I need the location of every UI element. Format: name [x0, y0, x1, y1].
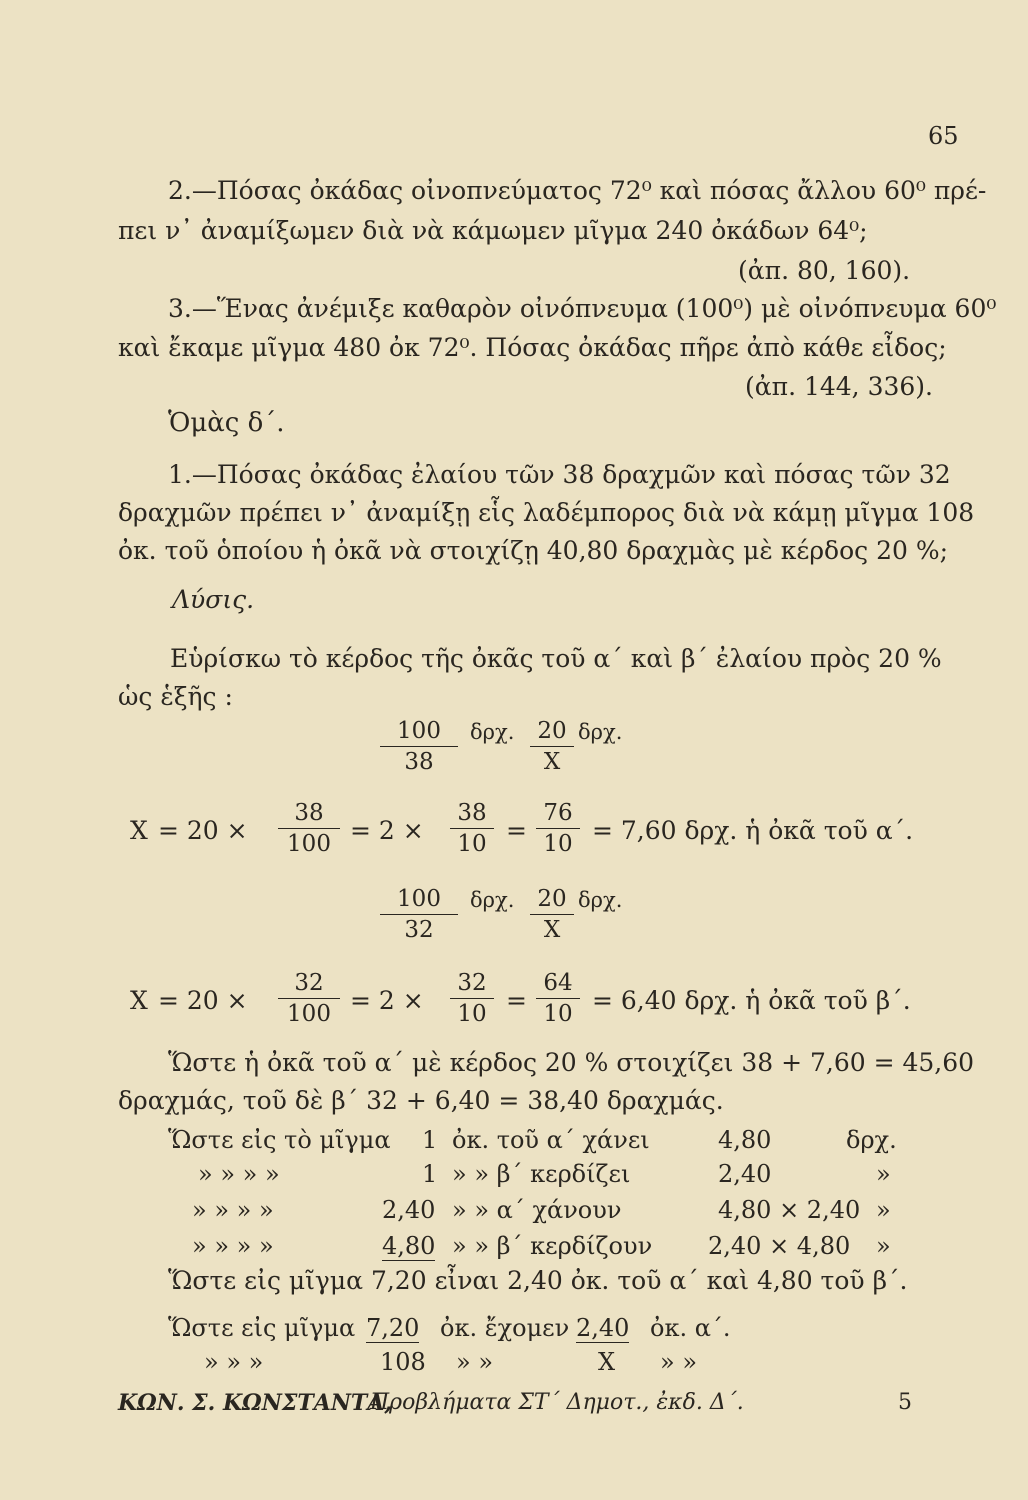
table-row — [452, 1232, 652, 1260]
ratio-a-den1: 38 — [404, 749, 434, 775]
table-row — [846, 1126, 897, 1154]
problem1-line2: δραχμῶν πρέπει ν᾽ ἀναμίξῃ εἷς λαδέμπορος διὰ νὰ κάμῃ μῖγμα 108 — [118, 498, 975, 527]
table-row — [718, 1126, 771, 1154]
eq-b-eq1: = 20 × — [158, 986, 248, 1015]
ratio-b-unit1: δρχ. — [470, 888, 515, 912]
table-cell-a: Ὥστε εἰς τὸ μῖγμα — [168, 1126, 391, 1154]
eq-a-frac3-den: 10 — [543, 831, 573, 857]
table-cell-c: » » α΄ χάνουν — [452, 1196, 622, 1224]
page-number: 65 — [928, 122, 959, 150]
table-row — [452, 1160, 630, 1188]
footer-signature: 5 — [898, 1390, 912, 1415]
intro-line2: ὡς ἑξῆς : — [118, 682, 233, 711]
final-row1-a: Ὥστε εἰς μῖγμα — [168, 1314, 356, 1342]
ratio-b-num1: 100 — [380, 886, 458, 915]
conclusion-line2: δραχμάς, τοῦ δὲ β΄ 32 + 6,40 = 38,40 δραχμάς. — [118, 1086, 724, 1115]
ratio-b-num2: 20 — [530, 886, 574, 915]
conclusion-line1: Ὥστε ἡ ὀκᾶ τοῦ α΄ μὲ κέρδος 20 % στοιχίζει 38 + 7,60 = 45,60 — [168, 1048, 975, 1077]
problem3-line1: 3.—Ἕνας ἀνέμιξε καθαρὸν οἰνόπνευμα (100⁰) μὲ οἰνόπνευμα 60⁰ — [168, 294, 997, 323]
table-row — [382, 1232, 435, 1260]
eq-a-eq2: = 2 × — [350, 816, 424, 845]
table-cell-e: δρχ. — [846, 1126, 897, 1154]
problem2-line2: πει ν᾽ ἀναμίξωμεν διὰ νὰ κάμωμεν μῖγμα 240 ὀκάδων 64⁰; — [118, 216, 868, 245]
table-cell-b: 4,80 — [382, 1232, 436, 1260]
footer-title: Προβλήματα ΣΤ΄ Δημοτ., ἐκδ. Δ΄. — [370, 1390, 744, 1415]
final-row1-c: ὀκ. ἔχομεν — [440, 1314, 570, 1342]
ratio-b-right — [530, 886, 574, 943]
problem1-line1: 1.—Πόσας ὀκάδας ἐλαίου τῶν 38 δραχμῶν καὶ πόσας τῶν 32 — [168, 460, 951, 489]
final-row2-c: » » — [456, 1348, 493, 1376]
eq-a-frac1-den: 100 — [287, 831, 331, 857]
solution-label: Λύσις. — [172, 585, 255, 614]
table-cell-a: » » » » — [198, 1160, 280, 1188]
eq-b-eq2: = 2 × — [350, 986, 424, 1015]
table-cell-d: 2,40 × 4,80 — [708, 1232, 851, 1260]
eq-a-frac3 — [536, 800, 580, 857]
eq-a-eq1: = 20 × — [158, 816, 248, 845]
eq-b-frac2 — [450, 970, 494, 1027]
table-cell-c: » » β΄ κερδίζει — [452, 1160, 631, 1188]
table-cell-b: 2,40 — [382, 1196, 436, 1224]
eq-b-eq3: = — [506, 986, 527, 1015]
eq-a-frac3-num: 76 — [536, 800, 580, 829]
ratio-a-den2: X — [543, 749, 561, 775]
table-cell-d: 4,80 — [718, 1126, 772, 1154]
final-row1-b-value: 7,20 — [366, 1314, 420, 1342]
group-heading: Ὁμὰς δ΄. — [168, 408, 285, 438]
footer-author — [118, 1390, 392, 1416]
table-row — [168, 1126, 391, 1154]
eq-a-frac2-num: 38 — [450, 800, 494, 829]
ratio-a-num2: 20 — [530, 718, 574, 747]
eq-b-frac3-den: 10 — [543, 1001, 573, 1027]
table-row — [452, 1196, 621, 1224]
final-row1-b — [366, 1314, 419, 1342]
problem1-line3: ὀκ. τοῦ ὁποίου ἡ ὀκᾶ νὰ στοιχίζῃ 40,80 δραχμὰς μὲ κέρδος 20 %; — [118, 536, 949, 565]
ratio-b-den1: 32 — [404, 917, 434, 943]
eq-b-frac2-num: 32 — [450, 970, 494, 999]
table-row — [708, 1232, 850, 1260]
footer-author-name: ΚΩΝ. Σ. ΚΩΝΣΤΑΝΤΑ, — [118, 1390, 393, 1416]
eq-b-frac1 — [278, 970, 340, 1027]
ratio-a-left — [380, 718, 458, 775]
table-row — [718, 1196, 860, 1224]
final-row2-a: » » » — [204, 1348, 264, 1376]
ratio-a-unit1: δρχ. — [470, 720, 515, 744]
table-row — [718, 1160, 771, 1188]
eq-b-x: X — [130, 986, 148, 1015]
final-row1-d-value: 2,40 — [576, 1314, 630, 1342]
eq-a-frac1 — [278, 800, 340, 857]
problem2-answer: (ἀπ. 80, 160). — [738, 256, 911, 285]
table-row — [876, 1160, 891, 1188]
ratio-a-unit2: δρχ. — [578, 720, 623, 744]
eq-b-frac3-num: 64 — [536, 970, 580, 999]
table-row — [876, 1232, 891, 1260]
eq-b-frac1-den: 100 — [287, 1001, 331, 1027]
eq-a-x: X — [130, 816, 148, 845]
eq-a-frac1-num: 38 — [278, 800, 340, 829]
ratio-b-left — [380, 886, 458, 943]
table-cell-d: 4,80 × 2,40 — [718, 1196, 861, 1224]
table-row — [198, 1160, 280, 1188]
table-row — [192, 1232, 274, 1260]
eq-b-result: = 6,40 δρχ. ἡ ὀκᾶ τοῦ β΄. — [592, 986, 911, 1015]
intro-line1: Εὑρίσκω τὸ κέρδος τῆς ὀκᾶς τοῦ α΄ καὶ β΄ ἐλαίου πρὸς 20 % — [170, 644, 942, 673]
table-cell-a: » » » » — [192, 1232, 274, 1260]
ratio-b-unit2: δρχ. — [578, 888, 623, 912]
table-row — [192, 1196, 274, 1224]
ratio-a-num1: 100 — [380, 718, 458, 747]
problem2-line1: 2.—Πόσας ὀκάδας οἰνοπνεύματος 72⁰ καὶ πόσας ἄλλου 60⁰ πρέ- — [168, 176, 987, 205]
eq-a-frac2-den: 10 — [457, 831, 487, 857]
table-cell-b: 1 — [422, 1126, 438, 1154]
ratio-b-den2: X — [543, 917, 561, 943]
eq-a-eq3: = — [506, 816, 527, 845]
problem3-line2: καὶ ἔκαμε μῖγμα 480 ὀκ 72⁰. Πόσας ὀκάδας πῆρε ἀπὸ κάθε εἶδος; — [118, 333, 947, 362]
table-row — [382, 1196, 435, 1224]
table-row — [422, 1160, 437, 1188]
eq-b-frac3 — [536, 970, 580, 1027]
eq-a-frac2 — [450, 800, 494, 857]
eq-a-result: = 7,60 δρχ. ἡ ὀκᾶ τοῦ α΄. — [592, 816, 914, 845]
table-cell-c: » » β΄ κερδίζουν — [452, 1232, 653, 1260]
table-cell-a: » » » » — [192, 1196, 274, 1224]
table-cell-e: » — [876, 1196, 891, 1224]
table-cell-b: 1 — [422, 1160, 438, 1188]
summary-line: Ὥστε εἰς μῖγμα 7,20 εἶναι 2,40 ὀκ. τοῦ α΄ καὶ 4,80 τοῦ β΄. — [168, 1266, 908, 1295]
final-row2-e: » » — [660, 1348, 697, 1376]
problem3-answer: (ἀπ. 144, 336). — [745, 372, 933, 401]
table-row — [876, 1196, 891, 1224]
eq-b-frac1-num: 32 — [278, 970, 340, 999]
table-cell-e: » — [876, 1160, 891, 1188]
final-row1-d — [576, 1314, 629, 1342]
final-row2-b: 108 — [380, 1348, 426, 1376]
final-row1-e: ὀκ. α΄. — [650, 1314, 731, 1342]
eq-b-frac2-den: 10 — [457, 1001, 487, 1027]
table-row — [422, 1126, 437, 1154]
table-cell-e: » — [876, 1232, 891, 1260]
table-cell-c: ὀκ. τοῦ α΄ χάνει — [452, 1126, 650, 1154]
ratio-a-right — [530, 718, 574, 775]
table-cell-d: 2,40 — [718, 1160, 772, 1188]
final-row2-d: X — [598, 1348, 616, 1376]
table-row — [452, 1126, 650, 1154]
